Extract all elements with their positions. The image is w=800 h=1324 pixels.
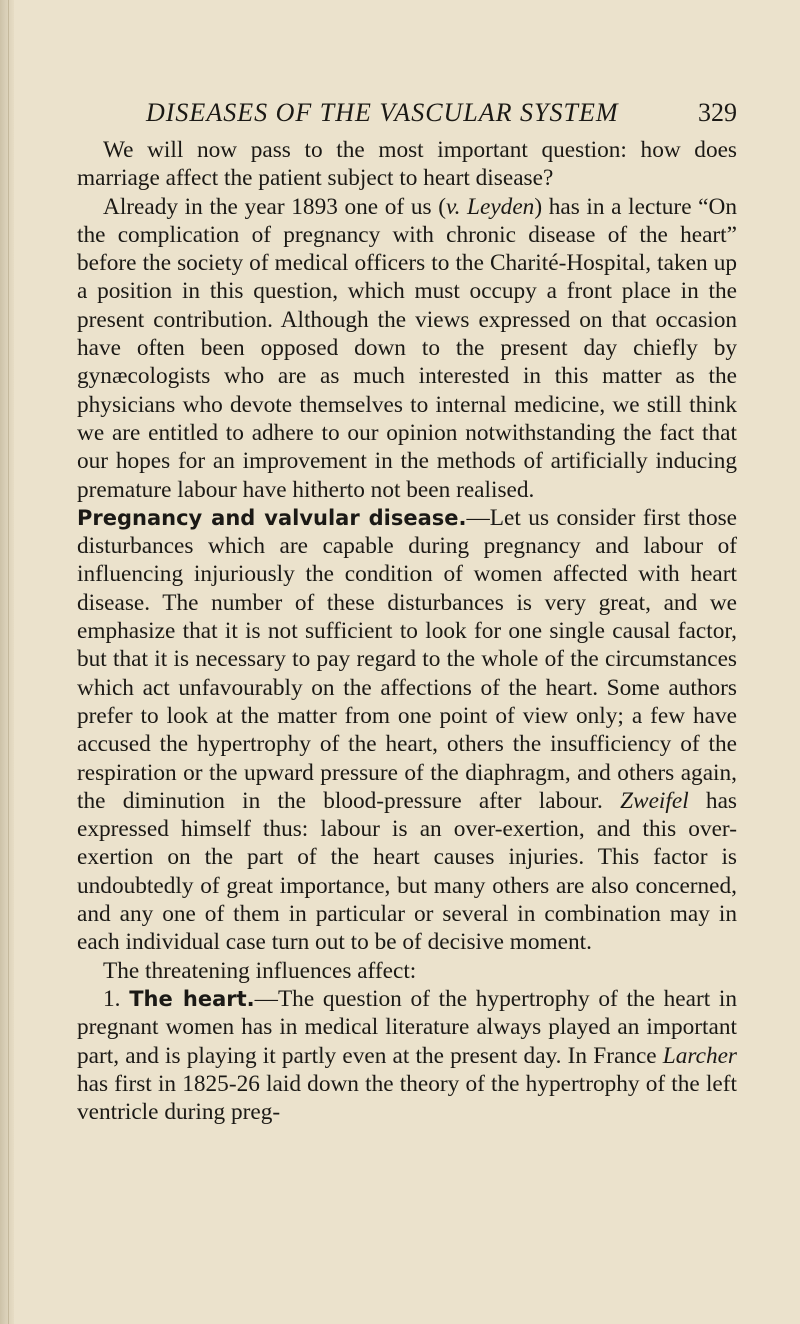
paragraph-2: [77, 193, 737, 504]
paragraph-5: [77, 985, 737, 1126]
page-number: 329: [698, 98, 737, 127]
book-page: [77, 90, 737, 1126]
author-zweifel: Zweifel: [620, 787, 689, 814]
page-edge: [0, 0, 14, 1324]
paragraph-3: [77, 504, 737, 957]
author-larcher: Larcher: [662, 1042, 737, 1069]
running-head-title: DISEASES OF THE VASCULAR SYSTEM: [146, 98, 619, 127]
paragraph-2-text-b: ) has in a lecture “On the complication of pregnancy with chronic disease of the heart” before the society of medical officers to the Charité-Hospital, taken up a position in this question, which must occupy a front place in the present contribution. Although the views expressed on that occasion have often been opposed down to the present day chiefly by gynæcologists who are as much interested in this matter as the physicians who devote themselves to internal medicine, we still think we are entitled to adhere to our opinion notwithstanding the fact that our hopes for an improvement in the methods of artificially inducing premature labour have hitherto not been realised.: [77, 193, 737, 503]
running-head: [77, 90, 737, 136]
paragraph-3-text-b: has expressed himself thus: labour is an over-exertion, and this over-exertion on the part of the heart causes injuries. This factor is undoubtedly of great importance, but many others are also concerned, and any one of them in particular or several in combination may in each individual case turn out to be of decisive moment.: [77, 787, 737, 956]
paragraph-1: [77, 136, 737, 193]
paragraph-5-text-a: —The question of the hypertrophy of the heart in pregnant women has in medical literature always played an important part, and is playing it partly even at the present day. In France: [77, 985, 738, 1069]
paragraph-3-text-a: —Let us consider first those disturbances which are capable during pregnancy and labour of influencing injuriously the condition of women affected with heart disease. The number of these disturbances is very great, and we emphasize that it is not sufficient to look for one single causal factor, but that it is necessary to pay regard to the whole of the circumstances which act unfavourably on the affections of the heart. Some authors prefer to look at the matter from one point of view only; a few have accused the hypertrophy of the heart, others the insufficiency of the respiration or the upward pressure of the diaphragm, and others again, the diminution in the blood-pressure after labour.: [77, 504, 737, 814]
citation-leyden: v. Leyden: [445, 193, 535, 220]
body-text: [77, 136, 737, 1126]
paragraph-5-text-b: has first in 1825-26 laid down the theory of the hypertrophy of the left ventricle during preg-: [77, 1070, 737, 1126]
paragraph-4: [77, 957, 737, 985]
paragraph-2-text-a: Already in the year 1893 one of us (: [103, 193, 446, 220]
paragraph-4-text: The threatening influences affect:: [103, 957, 417, 984]
section-heading-pregnancy: Pregnancy and valvular disease.: [77, 505, 467, 530]
section-heading-heart: The heart.: [129, 986, 255, 1011]
page-edge-line: [8, 0, 9, 1324]
paragraph-1-text: We will now pass to the most important question: how does marriage affect the patient subject to heart disease?: [77, 137, 737, 192]
list-number: 1.: [103, 985, 130, 1012]
